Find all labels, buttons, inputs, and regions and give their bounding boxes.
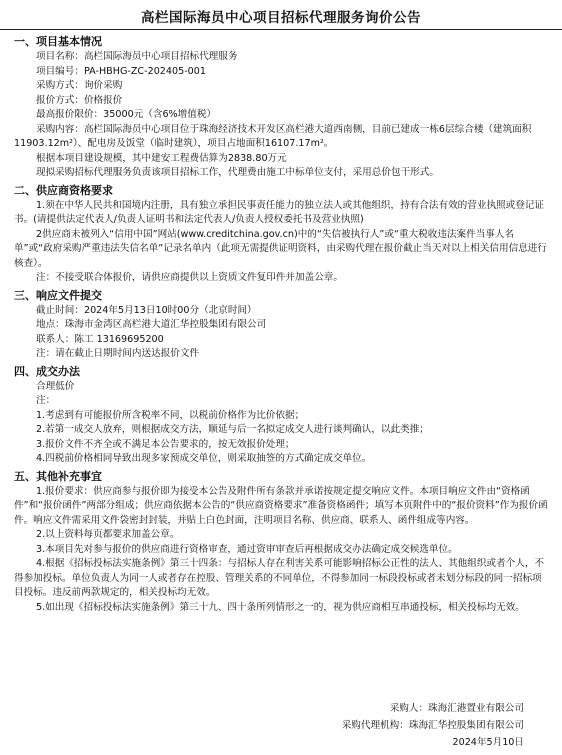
- other-item-5: 5.如出现《招标投标法实施条例》第三十九、四十条所列情形之一的，视为供应商相互串通投标，相关投标均无效。: [36, 601, 525, 613]
- project-number: 项目编号：PA-HBHG-ZC-202405-001: [36, 65, 206, 77]
- agent-signature: 采购代理机构：珠海汇华控股集团有限公司: [341, 720, 524, 731]
- procurement-content: 采购内容：高栏国际海员中心项目位于珠海经济技术开发区高栏港大道西南侧，目前已建成一栋6层综合楼（建筑面积11903.12m²）、配电房及饭堂（临时建筑），项目占地面积16107.17m²。: [14, 123, 532, 149]
- buyer-signature: 采购人：珠海汇港置业有限公司: [389, 703, 524, 714]
- section-award: [14, 380, 548, 467]
- section-heading-qualification: 二、供应商资格要求: [14, 183, 113, 197]
- award-note-3: 3.报价文件不齐全或不满足本公告要求的，按无效报价处理；: [36, 438, 295, 450]
- section-submission: [14, 304, 548, 362]
- section-heading-award: 四、成交办法: [14, 364, 80, 378]
- project-name: 项目名称：高栏国际海员中心项目招标代理服务: [36, 51, 238, 62]
- other-item-2: 2.以上资料每页都要求加盖公章。: [36, 529, 180, 540]
- procurement-method: 采购方式：询价采购: [36, 80, 123, 91]
- submission-note: 注：请在截止日期时间内送达报价文件: [36, 348, 200, 359]
- title-divider: [0, 29, 562, 30]
- section-heading-other: 五、其他补充事宜: [14, 469, 102, 483]
- award-note-2: 2.若第一成交人放弃，则根据成交方法，顺延与后一名拟定成交人进行谈判确认，以此类推；: [36, 424, 429, 435]
- section-heading-submission: 三、响应文件提交: [14, 288, 102, 302]
- quote-method: 报价方式：价格报价: [36, 94, 123, 106]
- award-note-4: 4.四税前价格相同导致出现多家预成交单位，则采取抽签的方式确定成交单位。: [36, 453, 372, 464]
- contact: 联系人：陈工 13169695200: [36, 333, 164, 345]
- award-note-1: 1.考虑到有可能报价所含税率不同，以税前价格作为比价依据；: [36, 409, 305, 421]
- requirement-2: 2供应商未被列入“信用中国”网站(www.creditchina.gov.cn)中的“失信被执行人”或“重大税收违法案件当事人名单”或“政府采购严重违法失信名单”记录名单内（此项无需提供证明资料，由采购代理在报价截止当天对以上相关信用信息进行核查）。: [14, 228, 547, 269]
- section-basic-info: [14, 50, 548, 123]
- requirement-1: 1.须在中华人民共和国境内注册，具有独立承担民事责任能力的独立法人或其他组织，持有合法有效的营业执照或登记证书。(请提供法定代表人/负责人证明书和法定代表人/负责人授权委托书及营业执照): [14, 199, 545, 225]
- signature-date: 2024年5月10日: [452, 737, 524, 748]
- award-note-label: 注：: [36, 395, 56, 406]
- other-item-4: 4.根据《招标投标法实施条例》第三十四条：与招标人存在利害关系可能影响招标公正性的法人、其他组织或者个人，不得参加投标。单位负责人为同一人或者存在控股、管理关系的不同单位，不得参加同一标段投标或者未划分标段的同一招标项目投标。违反前两款规定的，相关投标均无效。: [14, 558, 545, 598]
- award-rule: 合理低价: [36, 380, 75, 392]
- max-price: 最高报价限价：35000元（含6%增值税）: [36, 109, 217, 120]
- page-title: 高栏国际海员中心项目招标代理服务询价公告: [141, 10, 421, 26]
- qualification-note: 注：不接受联合体报价，请供应商提供以上资质文件复印件并加盖公章。: [36, 272, 343, 283]
- fee-arrangement: 现拟采购招标代理服务负责该项目招标工作，代理费由施工中标单位支付，采用总价包干形式。: [36, 167, 439, 178]
- address: 地点：珠海市金湾区高栏港大道汇华控股集团有限公司: [36, 319, 267, 330]
- other-item-1: 1.报价要求：供应商参与报价即为接受本公告及附件所有条款并承诺按规定提交响应文件。本项目响应文件由“资格函件”和“报价函件”两部分组成；供应商依据本公告的“供应商资格要求”准备资格函件；填写本页附件中的“报价资料”作为报价函件。响应文件需采用文件袋密封封装，并贴上白色封面，注明项目名称、供应商、联系人、函件组成等内容。: [14, 485, 548, 526]
- project-scale: 根据本项目建设规模，其中建安工程费估算为2838.80万元: [36, 152, 287, 164]
- signature-block: [14, 700, 548, 751]
- deadline: 截止时间：2024年5月13日10时00分（北京时间）: [36, 304, 257, 316]
- section-heading-basic-info: 一、项目基本情况: [14, 35, 102, 48]
- other-item-3: 3.本项目先对参与报价的供应商进行资格审查，通过资审审查后再根据成交办法确定成交候选单位。: [36, 543, 458, 555]
